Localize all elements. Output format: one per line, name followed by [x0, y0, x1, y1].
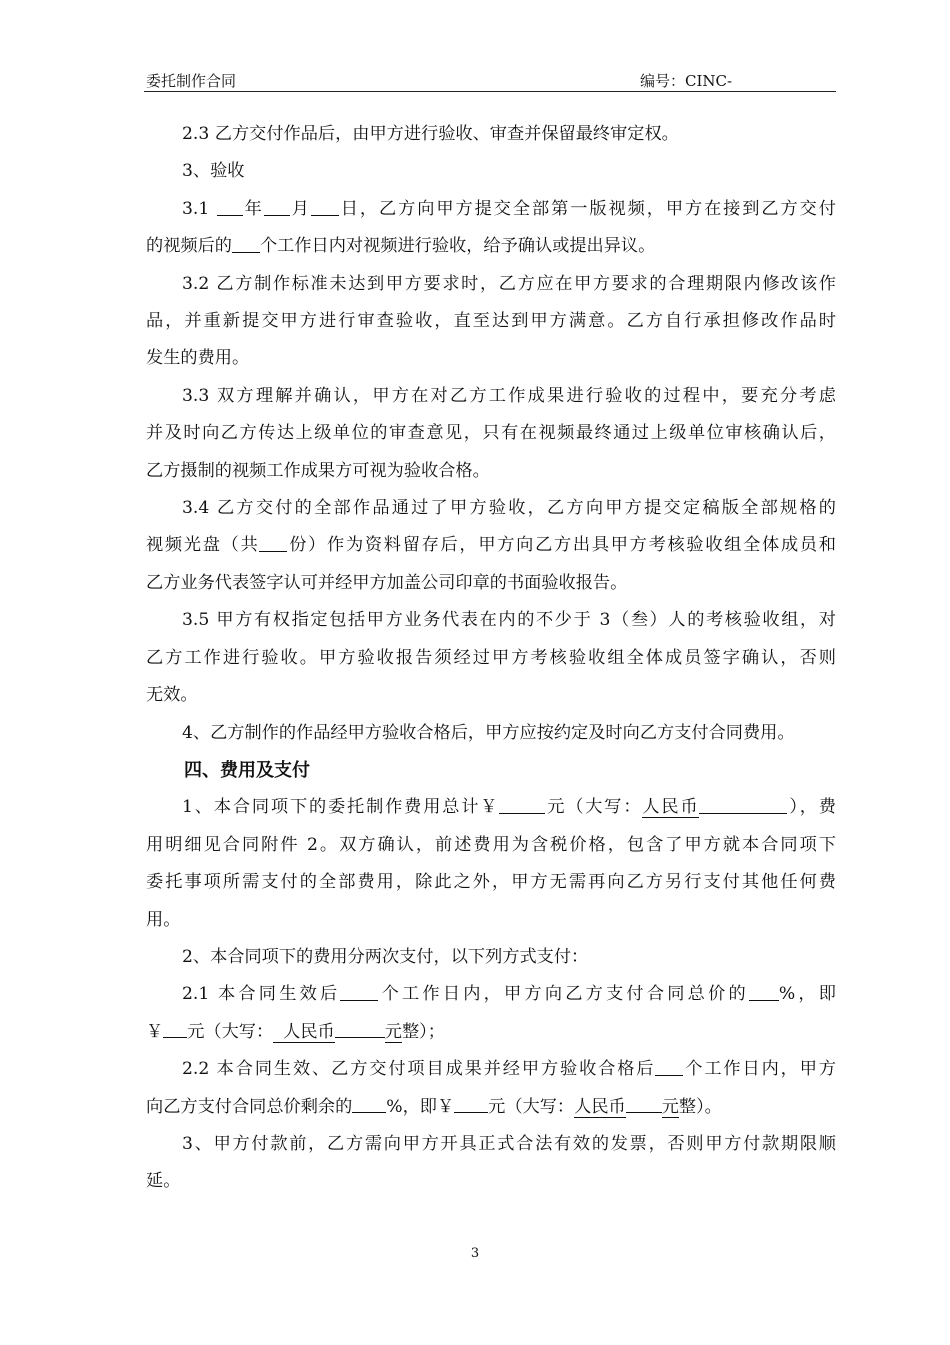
para-2-3: 2.3 乙方交付作品后，由甲方进行验收、审查并保留最终审定权。: [182, 124, 679, 144]
para-fee-1-line2: 用明细见合同附件 2。双方确认，前述费用为含税价格，包含了甲方就本合同项下: [146, 834, 836, 855]
para-fee-2-2-line1: 2.2 本合同生效、乙方交付项目成果并经甲方验收合格后 个工作日内，甲方: [182, 1059, 836, 1080]
para-fee-2: 2、本合同项下的费用分两次支付，以下列方式支付：: [182, 946, 589, 967]
para-3-2-line3: 发生的费用。: [146, 348, 250, 369]
para-3-2-line1: 3.2 乙方制作标准未达到甲方要求时，乙方应在甲方要求的合理期限内修改该作: [182, 273, 836, 294]
header-serial: 编号：CINC-: [640, 72, 733, 90]
section-heading-fees: 四、费用及支付: [184, 759, 310, 781]
para-3-3-line2: 并及时向乙方传达上级单位的审查意见，只有在视频最终通过上级单位审核确认后，: [146, 423, 836, 444]
para-3-5-line2: 乙方工作进行验收。甲方验收报告须经过甲方考核验收组全体成员签字确认，否则: [146, 647, 836, 668]
para-3-1-line1: 3.1 年 月 日，乙方向甲方提交全部第一版视频，甲方在接到乙方交付: [182, 198, 836, 219]
para-fee-2-2-line2: 向乙方支付合同总价剩余的 %，即￥ 元（大写：人民币 元整）。: [146, 1096, 722, 1117]
para-3-5-line1: 3.5 甲方有权指定包括甲方业务代表在内的不少于 3（叁）人的考核验收组，对: [182, 610, 836, 631]
para-3-4-line1: 3.4 乙方交付的全部作品通过了甲方验收，乙方向甲方提交定稿版全部规格的: [182, 498, 836, 519]
para-fee-1-line1: 1、本合同项下的委托制作费用总计￥ 元（大写：人民币 ），费: [182, 797, 836, 818]
para-3-3-line3: 乙方摄制的视频工作成果方可视为验收合格。: [146, 460, 490, 481]
para-3-4-line2: 视频光盘（共 份）作为资料留存后，甲方向乙方出具甲方考核验收组全体成员和: [146, 535, 836, 556]
para-fee-2-1-line1: 2.1 本合同生效后 个工作日内，甲方向乙方支付合同总价的 %，即: [182, 984, 836, 1005]
header-title: 委托制作合同: [146, 72, 237, 90]
contract-body: [146, 116, 836, 1201]
para-3-4-line3: 乙方业务代表签字认可并经甲方加盖公司印章的书面验收报告。: [146, 572, 628, 593]
para-3-1-line2: 的视频后的 个工作日内对视频进行验收，给予确认或提出异议。: [146, 236, 656, 257]
para-3-5-line3: 无效。: [146, 685, 198, 706]
para-fee-3-line1: 3、甲方付款前，乙方需向甲方开具正式合法有效的发票，否则甲方付款期限顺: [182, 1133, 836, 1154]
para-fee-1-line3: 委托事项所需支付的全部费用，除此之外，甲方无需再向乙方另行支付其他任何费: [146, 872, 836, 893]
para-4: 4、乙方制作的作品经甲方验收合格后，甲方应按约定及时向乙方支付合同费用。: [182, 722, 795, 743]
para-fee-3-line2: 延。: [146, 1171, 181, 1192]
para-fee-2-1-line2: ￥ 元（大写： 人民币 元整）；: [146, 1021, 445, 1042]
page-number: 3: [470, 1246, 480, 1261]
section-acceptance: 3、验收: [182, 161, 245, 182]
header-divider: [144, 91, 836, 92]
para-3-2-line2: 品，并重新提交甲方进行审查验收，直至达到甲方满意。乙方自行承担修改作品时: [146, 311, 836, 332]
para-fee-1-line4: 用。: [146, 909, 181, 930]
para-3-3-line1: 3.3 双方理解并确认，甲方在对乙方工作成果进行验收的过程中，要充分考虑: [182, 385, 836, 406]
